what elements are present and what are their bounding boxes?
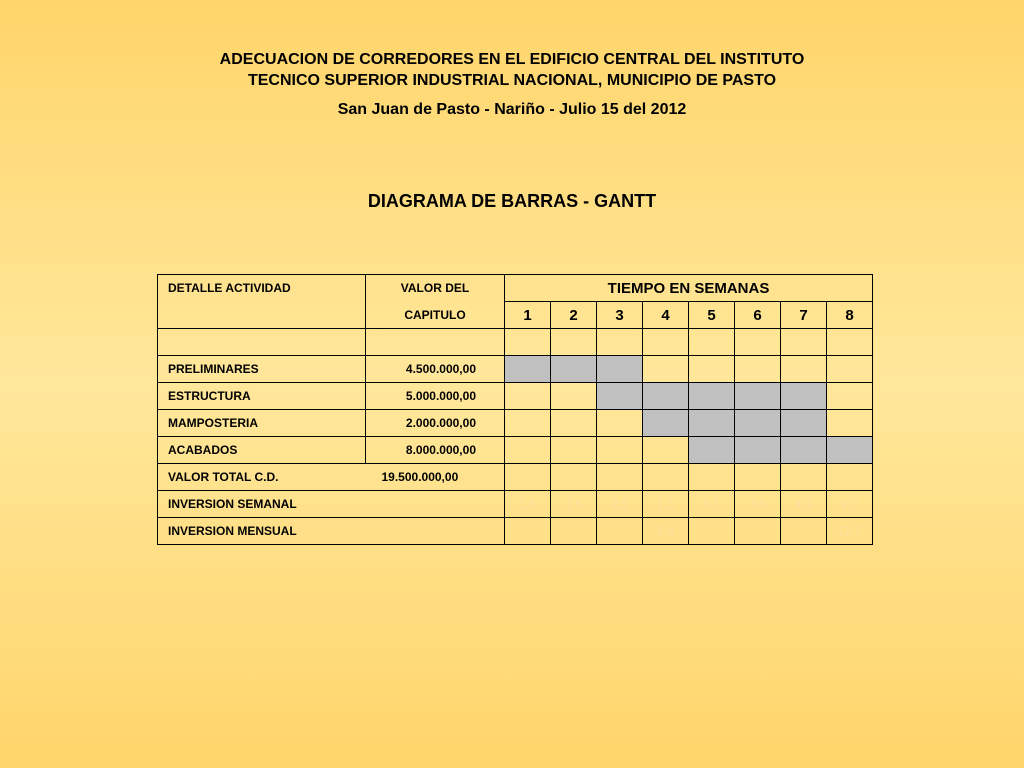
blank-cell: [689, 329, 735, 356]
column-header-value-2: CAPITULO: [366, 302, 505, 329]
gantt-bar-cell: [781, 383, 827, 410]
week-cell: [505, 437, 551, 464]
column-header-activity: DETALLE ACTIVIDAD: [158, 275, 366, 302]
activity-value: 4.500.000,00: [366, 356, 505, 383]
gantt-bar-cell: [643, 383, 689, 410]
week-cell: [689, 464, 735, 491]
gantt-bar-cell: [551, 356, 597, 383]
monthly-value: [551, 518, 597, 545]
week-cell: [505, 383, 551, 410]
gantt-bar-cell: [735, 383, 781, 410]
blank-cell: [597, 329, 643, 356]
week-cell: [735, 464, 781, 491]
monthly-value: 12,7: [827, 518, 873, 545]
weekly-value: 2,5: [597, 491, 643, 518]
gantt-bar-cell: [597, 383, 643, 410]
activity-name: PRELIMINARES: [158, 356, 366, 383]
week-cell: [643, 464, 689, 491]
gantt-bar-cell: [643, 410, 689, 437]
week-cell: [551, 410, 597, 437]
activity-name: ACABADOS: [158, 437, 366, 464]
activity-row: [158, 356, 873, 383]
weekly-investment-row: [158, 491, 873, 518]
week-cell: [689, 356, 735, 383]
activity-name: MAMPOSTERIA: [158, 410, 366, 437]
blank-cell: [827, 329, 873, 356]
total-label: VALOR TOTAL C.D.: [158, 464, 366, 491]
week-cell: [505, 410, 551, 437]
week-cell: [505, 464, 551, 491]
week-cell: [827, 464, 873, 491]
gantt-bar-cell: [827, 437, 873, 464]
header-line-2: TECNICO SUPERIOR INDUSTRIAL NACIONAL, MUNICIPIO DE PASTO: [247, 72, 777, 89]
week-cell: [781, 464, 827, 491]
total-value: 19.500.000,00: [366, 464, 505, 491]
monthly-value: [505, 518, 551, 545]
gantt-bar-cell: [735, 437, 781, 464]
week-cell: [827, 356, 873, 383]
week-number: 3: [597, 302, 643, 329]
blank-cell: [505, 329, 551, 356]
blank-cell: [735, 329, 781, 356]
gantt-bar-cell: [781, 437, 827, 464]
monthly-value: [781, 518, 827, 545]
week-number: 6: [735, 302, 781, 329]
gantt-bar-cell: [689, 383, 735, 410]
week-cell: [597, 410, 643, 437]
activity-row: [158, 410, 873, 437]
gantt-bar-cell: [689, 437, 735, 464]
header-line-3: San Juan de Pasto - Nariño - Julio 15 del 2012: [337, 101, 687, 118]
activity-value: 5.000.000,00: [366, 383, 505, 410]
total-row: [158, 464, 873, 491]
monthly-value: [597, 518, 643, 545]
blank-row: [158, 329, 873, 356]
gantt-bar-cell: [505, 356, 551, 383]
weekly-investment-label: INVERSION SEMANAL: [158, 491, 505, 518]
week-number: 1: [505, 302, 551, 329]
activity-name: ESTRUCTURA: [158, 383, 366, 410]
blank-cell: [551, 329, 597, 356]
week-cell: [597, 464, 643, 491]
weekly-value: 4,3: [781, 491, 827, 518]
weekly-value: 3,3: [735, 491, 781, 518]
gantt-table: [157, 274, 873, 545]
gantt-bar-cell: [781, 410, 827, 437]
column-header-activity-spacer: [158, 302, 366, 329]
page-title: DIAGRAMA DE BARRAS - GANTT: [367, 191, 657, 211]
week-cell: [827, 410, 873, 437]
weekly-value: 1,3: [643, 491, 689, 518]
blank-cell: [643, 329, 689, 356]
week-cell: [827, 383, 873, 410]
column-header-value-1: VALOR DEL: [366, 275, 505, 302]
weekly-value: 1,5: [551, 491, 597, 518]
gantt-bar-cell: [689, 410, 735, 437]
monthly-value: [689, 518, 735, 545]
column-header-time: TIEMPO EN SEMANAS: [505, 275, 873, 302]
monthly-value: 6,8: [643, 518, 689, 545]
activity-value: 2.000.000,00: [366, 410, 505, 437]
monthly-investment-label: INVERSION MENSUAL: [158, 518, 505, 545]
monthly-investment-row: [158, 518, 873, 545]
week-cell: [781, 356, 827, 383]
activity-row: [158, 383, 873, 410]
week-number: 8: [827, 302, 873, 329]
week-number: 4: [643, 302, 689, 329]
week-cell: [551, 437, 597, 464]
week-cell: [551, 464, 597, 491]
blank-cell: [781, 329, 827, 356]
activity-row: [158, 437, 873, 464]
week-cell: [597, 437, 643, 464]
header-line-1: ADECUACION DE CORREDORES EN EL EDIFICIO CENTRAL DEL INSTITUTO: [219, 51, 805, 68]
weekly-value: 2,0: [827, 491, 873, 518]
week-cell: [643, 356, 689, 383]
week-number: 5: [689, 302, 735, 329]
monthly-value: [735, 518, 781, 545]
week-number: 7: [781, 302, 827, 329]
blank-cell: [366, 329, 505, 356]
blank-cell: [158, 329, 366, 356]
weekly-value: 3,1: [689, 491, 735, 518]
gantt-bar-cell: [597, 356, 643, 383]
weekly-value: 1,5: [505, 491, 551, 518]
week-cell: [643, 437, 689, 464]
activity-value: 8.000.000,00: [366, 437, 505, 464]
week-number: 2: [551, 302, 597, 329]
gantt-bar-cell: [735, 410, 781, 437]
week-cell: [551, 383, 597, 410]
week-cell: [735, 356, 781, 383]
